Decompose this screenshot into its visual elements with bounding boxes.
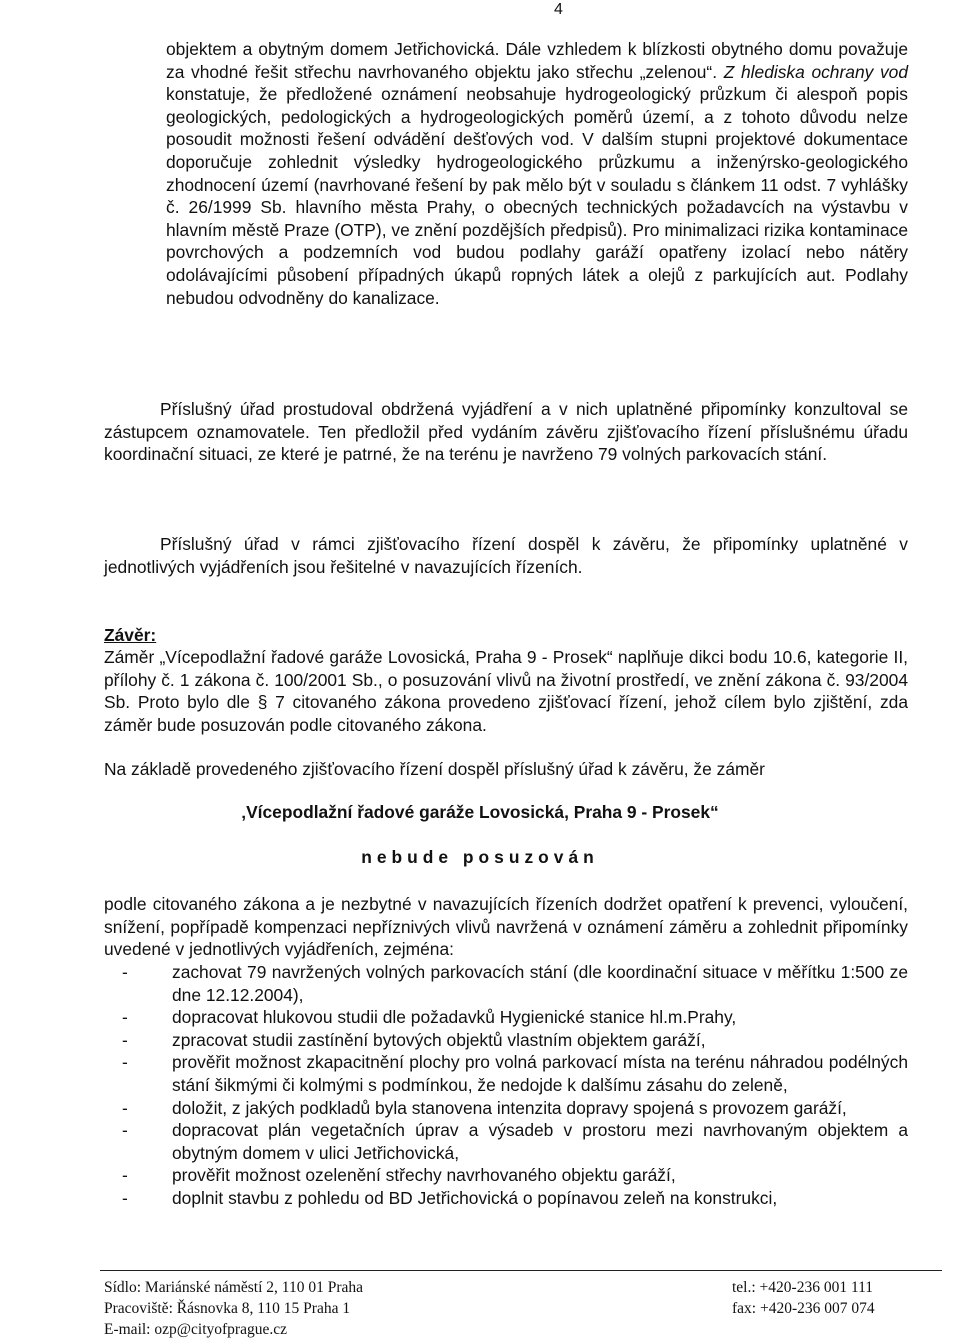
- list-item: - zpracovat studii zastínění bytových objektů vlastním objektem garáží,: [122, 1029, 706, 1050]
- footer-fax: fax: +420-236 007 074: [732, 1300, 875, 1317]
- page-number: 4: [554, 1, 563, 18]
- italic-heading-water: Z hlediska ochrany vod: [723, 61, 908, 82]
- paragraph-water-protection: [166, 38, 908, 309]
- paragraph-conclusion-intro: Příslušný úřad v rámci zjišťovacího řízení dospěl k závěru, že připomínky uplatněné v jednotlivých vyjádřeních jsou řešitelné v navazujících řízeních.: [104, 534, 908, 577]
- requirements-list: [104, 961, 908, 1210]
- footer-seat: Sídlo: Mariánské náměstí 2, 110 01 Praha: [104, 1279, 364, 1296]
- paragraph-basis: Na základě provedeného zjišťovacího řízení dospěl příslušný úřad k závěru, že záměr: [104, 759, 765, 779]
- paragraph-conditions: podle citovaného zákona a je nezbytné v navazujících řízeních dodržet opatření k prevenci, vyloučení, snížení, popřípadě kompenzaci nepříznivých vlivů navržená v oznámení záměru a zohlednit připomínky uvedené v jednotlivých vyjádřeních, zejména:: [104, 894, 908, 960]
- list-item: - prověřit možnost ozelenění střechy navrhovaného objektu garáží,: [122, 1165, 676, 1186]
- paragraph-consultation: Příslušný úřad prostudoval obdržená vyjádření a v nich uplatněné připomínky konzultoval se zástupcem oznamovatele. Ten předložil před vydáním závěru zjišťovacího řízení příslušnému úřadu koordinační situaci, ze které je patrné, že na terénu je navrženo 79 volných parkovacích stání.: [104, 399, 908, 465]
- footer-contacts: [732, 1277, 875, 1319]
- paragraph-text: objektem a obytným domem Jetřichovická. Dále vzhledem k blízkosti obytného domu považuje za vhodné řešit střechu navrhovaného objektu jako střechu „zelenou“.: [166, 39, 908, 82]
- list-item: - dopracovat plán vegetačních úprav a výsadeb v prostoru mezi navrhovaným objektem a obytným domem v ulici Jetřichovická,: [122, 1120, 908, 1163]
- list-item: - doplnit stavbu z pohledu od BD Jetřichovická o popínavou zeleň na konstrukci,: [122, 1187, 778, 1208]
- list-marker: -: [122, 1029, 128, 1050]
- list-item: - zachovat 79 navržených volných parkovacích stání (dle koordinační situace v měřítku 1:500 ze dne 12.12.2004),: [122, 962, 908, 1005]
- project-name: ‚Vícepodlažní řadové garáže Lovosická, Praha 9 - Prosek“: [241, 802, 719, 822]
- list-marker: -: [122, 1097, 128, 1118]
- footer-phone: tel.: +420-236 001 111: [732, 1279, 874, 1296]
- footer-workplace: Pracoviště: Řásnovka 8, 110 15 Praha 1: [104, 1300, 351, 1317]
- verdict: nebude posuzován: [361, 847, 599, 867]
- list-marker: -: [122, 1007, 128, 1028]
- footer-address: [104, 1277, 363, 1340]
- section-heading-zaver: Závěr:: [104, 625, 157, 645]
- paragraph-zaver: Záměr „Vícepodlažní řadové garáže Lovosická, Praha 9 - Prosek“ naplňuje dikci bodu 10.6, kategorie II, přílohy č. 1 zákona č. 100/2001 Sb., o posuzování vlivů na životní prostředí, ve znění zákona č. 93/2004 Sb. Proto bylo dle § 7 citovaného zákona provedeno zjišťovací řízení, jehož cílem bylo zjištění, zda záměr bude posuzován podle citovaného zákona.: [104, 647, 908, 735]
- list-marker: -: [122, 1052, 128, 1073]
- list-marker: -: [122, 1165, 128, 1186]
- list-marker: -: [122, 1187, 128, 1208]
- list-item: - doložit, z jakých podkladů byla stanovena intenzita dopravy spojená s provozem garáží,: [122, 1097, 847, 1118]
- footer-divider: [100, 1270, 942, 1271]
- list-item: - prověřit možnost zkapacitnění plochy pro volná parkovací místa na terénu náhradou podélných stání šikmými či kolmými s podmínkou, že nedojde k dalšímu zásahu do zeleně,: [122, 1052, 908, 1095]
- paragraph-text: konstatuje, že předložené oznámení neobsahuje hydrogeologický průzkum či alespoň popis geologických, pedologických a hydrogeologických poměrů území, a z tohoto důvodu nelze posoudit možnosti řešení odvádění dešťových vod. V dalším stupni projektové dokumentace doporučuje zohlednit výsledky hydrogeologického průzkumu a inženýrsko-geologického zhodnocení území (navrhované řešení by pak mělo být v souladu s článkem 11 odst. 7 vyhlášky č. 26/1999 Sb. hlavního města Prahy, o obecných technických požadavcích na výstavbu v hlavním městě Praze (OTP), ve znění pozdějších předpisů). Pro minimalizaci rizika kontaminace povrchových a podzemních vod budou podlahy garáží opatřeny izolací nebo nátěry odolávajícími působení případných úkapů ropných látek a olejů z parkujících aut. Podlahy nebudou odvodněny do kanalizace.: [166, 84, 908, 308]
- list-marker: -: [122, 962, 128, 982]
- list-marker: -: [122, 1120, 128, 1141]
- footer-email: E-mail: ozp@cityofprague.cz: [104, 1321, 287, 1338]
- list-item: - dopracovat hlukovou studii dle požadavků Hygienické stanice hl.m.Prahy,: [122, 1007, 737, 1028]
